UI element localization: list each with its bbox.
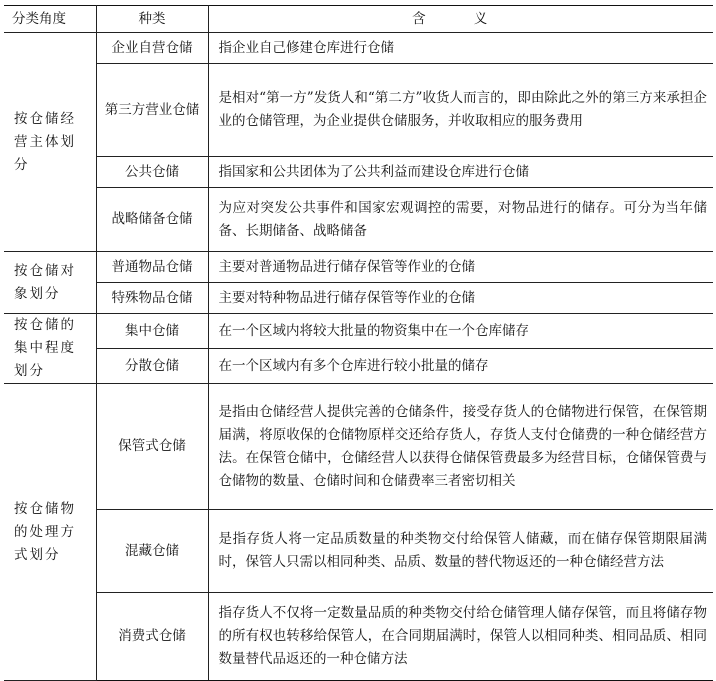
kind-cell: 战略储备仓储: [96, 188, 208, 252]
meaning-cell: 在一个区域内有多个仓库进行较小批量的储存: [208, 349, 713, 384]
dimension-cell: 按仓储物的处理方式划分: [4, 384, 96, 681]
kind-cell: 集中仓储: [96, 314, 208, 349]
dimension-cell: 按仓储的集中程度划分: [4, 314, 96, 384]
table-row: [4, 314, 713, 349]
kind-cell: 公共仓储: [96, 157, 208, 188]
meaning-cell: 是指由仓储经营人提供完善的仓储条件，接受存货人的仓储物进行保管，在保管期届满，将原收保的仓储物原样交还给存货人，存货人支付仓储费的一种仓储经营方法。在保管仓储中，仓储经营人以获得仓储保管费最多为经营目标，仓储保管费与仓储物的数量、仓储时间和仓储费率三者密切相关: [208, 384, 713, 510]
warehouse-classification-table: [4, 5, 713, 681]
kind-cell: 消费式仓储: [96, 593, 208, 681]
header-meaning: 含 义: [208, 6, 713, 33]
header-kind: 种类: [96, 6, 208, 33]
table-row: [4, 510, 713, 593]
meaning-cell: 主要对特种物品进行储存保管等作业的仓储: [208, 283, 713, 314]
meaning-cell: 指存货人不仅将一定数量品质的种类物交付给仓储管理人储存保管，而且将储存物的所有权也转移给保管人，在合同期届满时，保管人以相同种类、相同品质、相同数量替代品返还的一种仓储方法: [208, 593, 713, 681]
kind-cell: 混藏仓储: [96, 510, 208, 593]
meaning-cell: 指国家和公共团体为了公共利益而建设仓库进行仓储: [208, 157, 713, 188]
table-row: [4, 384, 713, 510]
dimension-cell: 按仓储对象划分: [4, 252, 96, 314]
table-row: [4, 349, 713, 384]
meaning-cell: 是相对“第一方”发货人和“第二方”收货人而言的，即由除此之外的第三方来承担企业的仓储管理，为企业提供仓储服务，并收取相应的服务费用: [208, 64, 713, 157]
table-row: [4, 64, 713, 157]
table-row: [4, 33, 713, 64]
table-row: [4, 252, 713, 283]
kind-cell: 分散仓储: [96, 349, 208, 384]
meaning-cell: 主要对普通物品进行储存保管等作业的仓储: [208, 252, 713, 283]
dimension-cell: 按仓储经营主体划分: [4, 33, 96, 252]
kind-cell: 企业自营仓储: [96, 33, 208, 64]
kind-cell: 特殊物品仓储: [96, 283, 208, 314]
kind-cell: 普通物品仓储: [96, 252, 208, 283]
table-row: [4, 157, 713, 188]
header-dimension: 分类角度: [4, 6, 96, 33]
kind-cell: 第三方营业仓储: [96, 64, 208, 157]
table-row: [4, 188, 713, 252]
meaning-cell: 在一个区域内将较大批量的物资集中在一个仓库储存: [208, 314, 713, 349]
table-row: [4, 593, 713, 681]
meaning-cell: 指企业自己修建仓库进行仓储: [208, 33, 713, 64]
table-row: [4, 283, 713, 314]
meaning-cell: 为应对突发公共事件和国家宏观调控的需要，对物品进行的储存。可分为当年储备、长期储备、战略储备: [208, 188, 713, 252]
kind-cell: 保管式仓储: [96, 384, 208, 510]
table-header-row: [4, 6, 713, 33]
meaning-cell: 是指存货人将一定品质数量的种类物交付给保管人储藏，而在储存保管期限届满时，保管人只需以相同种类、品质、数量的替代物返还的一种仓储经营方法: [208, 510, 713, 593]
